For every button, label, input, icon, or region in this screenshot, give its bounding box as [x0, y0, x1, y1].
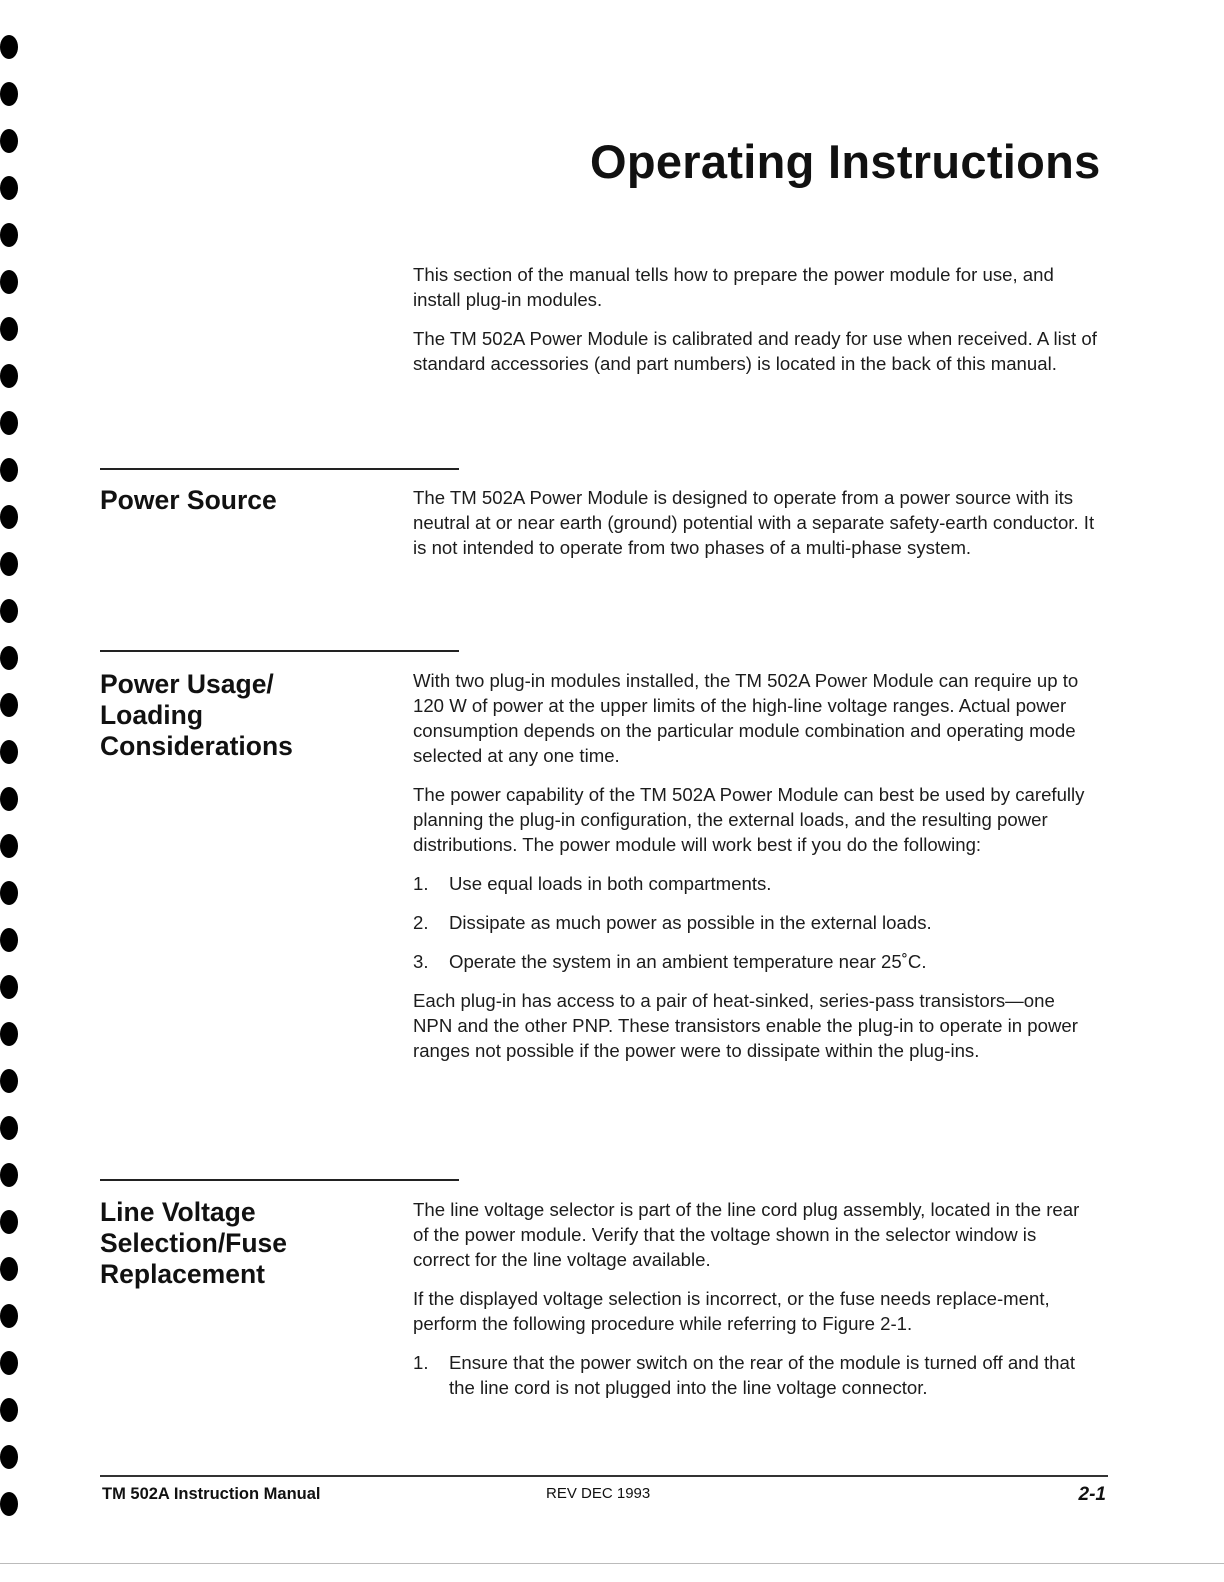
- binder-hole: [0, 1210, 18, 1234]
- heading-line: Loading: [100, 700, 204, 730]
- section-divider: [100, 468, 459, 470]
- heading-line: Power Usage/: [100, 669, 274, 699]
- footer-manual-title: TM 502A Instruction Manual: [102, 1485, 321, 1503]
- list-text: Use equal loads in both compartments.: [449, 873, 772, 894]
- binder-hole: [0, 834, 18, 858]
- binder-hole: [0, 1398, 18, 1422]
- line-voltage-paragraph: If the displayed voltage selection is incorrect, or the fuse needs replace-ment, perform the following procedure while referring to Figure 2-1.: [413, 1288, 1050, 1334]
- list-number: 1.: [413, 873, 429, 894]
- binder-hole: [0, 411, 18, 435]
- list-item: [413, 1350, 1098, 1400]
- binder-hole: [0, 928, 18, 952]
- scan-edge-line: [0, 1563, 1224, 1564]
- section-divider: [100, 1179, 459, 1181]
- list-text: Operate the system in an ambient temperature near 25˚C.: [449, 951, 927, 972]
- heading-line: Line Voltage: [100, 1197, 256, 1227]
- binder-hole: [0, 1022, 18, 1046]
- list-text: Ensure that the power switch on the rear of the module is turned off and that the line cord is not plugged into the line voltage connector.: [449, 1352, 1076, 1398]
- footer-revision: REV DEC 1993: [546, 1485, 651, 1502]
- power-usage-section: [413, 668, 1098, 1077]
- list-item: [413, 949, 1098, 974]
- binder-hole: [0, 176, 18, 200]
- line-voltage-paragraph: The line voltage selector is part of the line cord plug assembly, located in the rear of the power module. Verify that the voltage shown in the selector window is correct for the line voltage available.: [413, 1199, 1080, 1270]
- list-number: 2.: [413, 912, 429, 933]
- binder-hole: [0, 975, 18, 999]
- binder-hole: [0, 646, 18, 670]
- binder-hole: [0, 129, 18, 153]
- footer-divider: [100, 1475, 1108, 1477]
- list-item: [413, 871, 1098, 896]
- binder-hole: [0, 1445, 18, 1469]
- power-source-section: [413, 485, 1098, 574]
- binder-hole: [0, 458, 18, 482]
- binder-hole: [0, 223, 18, 247]
- binder-hole: [0, 35, 18, 59]
- page-number: 2-1: [1078, 1484, 1106, 1505]
- binder-hole: [0, 881, 18, 905]
- power-usage-paragraph: The power capability of the TM 502A Power Module can best be used by carefully planning the plug-in configuration, the external loads, and the resulting power distributions. The power module will work best if you do the following:: [413, 784, 1085, 855]
- power-usage-paragraph: With two plug-in modules installed, the TM 502A Power Module can require up to 120 W of power at the upper limits of the high-line voltage ranges. Actual power consumption depends on the particular module combination and operating mode selected at any one time.: [413, 670, 1079, 766]
- binder-hole: [0, 1257, 18, 1281]
- list-number: 1.: [413, 1352, 429, 1373]
- section-heading-line-voltage: [100, 1197, 400, 1290]
- heading-line: Selection/Fuse: [100, 1228, 288, 1258]
- binder-hole: [0, 1351, 18, 1375]
- section-heading-power-source: Power Source: [100, 485, 277, 515]
- binder-hole: [0, 1116, 18, 1140]
- section-heading-power-usage: [100, 669, 400, 762]
- page-title: Operating Instructions: [590, 135, 1101, 188]
- binder-hole: [0, 552, 18, 576]
- power-source-paragraph: The TM 502A Power Module is designed to operate from a power source with its neutral at or near earth (ground) potential with a separate safety-earth conductor. It is not intended to operate from two phases of a multi-phase system.: [413, 487, 1095, 558]
- binder-hole: [0, 1304, 18, 1328]
- binder-hole: [0, 693, 18, 717]
- line-voltage-section: [413, 1197, 1098, 1414]
- binder-hole: [0, 599, 18, 623]
- list-number: 3.: [413, 951, 429, 972]
- list-text: Dissipate as much power as possible in the external loads.: [449, 912, 932, 933]
- binder-hole: [0, 364, 18, 388]
- binder-hole: [0, 1069, 18, 1093]
- binder-hole: [0, 787, 18, 811]
- list-item: [413, 910, 1098, 935]
- binder-hole: [0, 740, 18, 764]
- binder-hole: [0, 317, 18, 341]
- intro-paragraph: The TM 502A Power Module is calibrated and ready for use when received. A list of standard accessories (and part numbers) is located in the back of this manual.: [413, 328, 1097, 374]
- binder-hole: [0, 1163, 18, 1187]
- binder-hole: [0, 270, 18, 294]
- binder-hole: [0, 82, 18, 106]
- intro-paragraph: This section of the manual tells how to prepare the power module for use, and install plug-in modules.: [413, 264, 1054, 310]
- power-usage-closing: Each plug-in has access to a pair of heat-sinked, series-pass transistors—one NPN and the other PNP. These transistors enable the plug-in to operate in power ranges not possible if the power were to dissipate within the plug-ins.: [413, 990, 1078, 1061]
- heading-line: Considerations: [100, 731, 293, 761]
- binder-hole: [0, 1492, 18, 1516]
- intro-section: [413, 262, 1098, 390]
- heading-line: Replacement: [100, 1259, 265, 1289]
- section-divider: [100, 650, 459, 652]
- binder-holes: [0, 0, 20, 1582]
- binder-hole: [0, 505, 18, 529]
